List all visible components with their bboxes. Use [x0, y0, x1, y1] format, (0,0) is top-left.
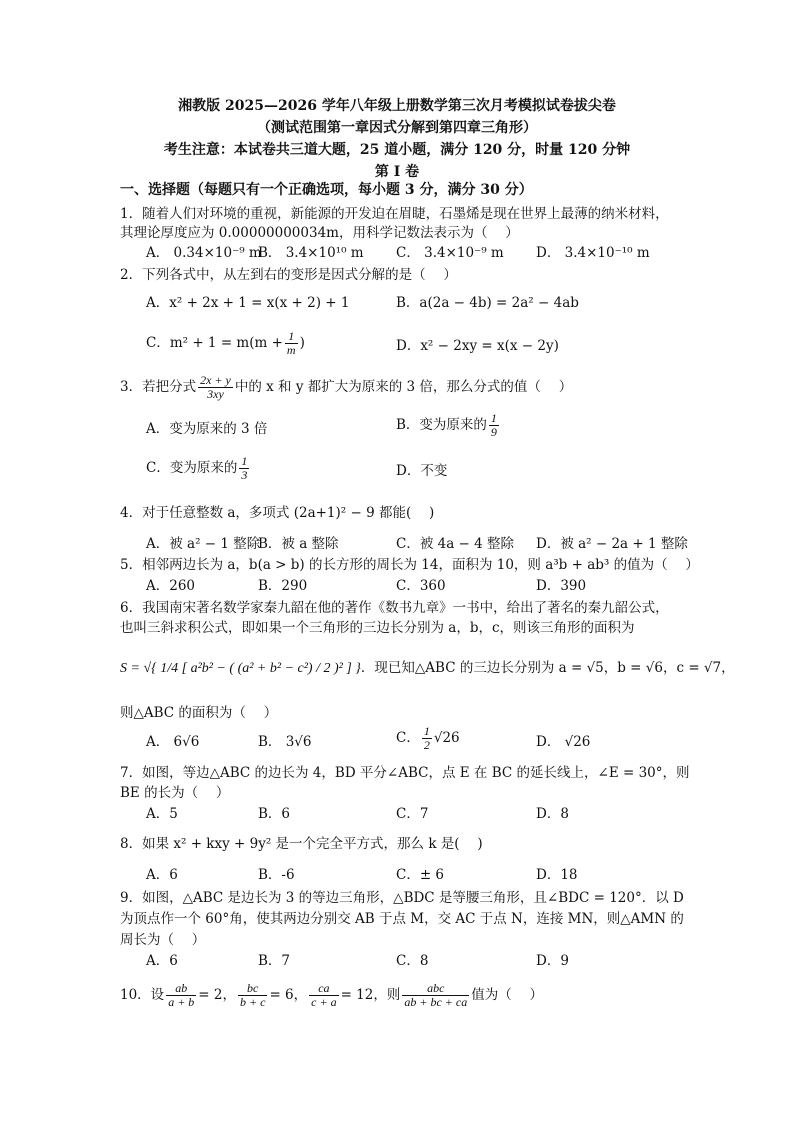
q2-option-d: D．x² − 2xy = x(x − 2y) — [396, 338, 559, 354]
q10-fraction-3 — [309, 982, 338, 1009]
q3-option-b-num: 1 — [490, 411, 497, 425]
q10-pre: 10．设 — [120, 987, 165, 1003]
q7-option-c: C．7 — [396, 806, 429, 822]
q9-option-d: D．9 — [536, 953, 569, 969]
q2-option-b: B．a(2a − 4b) = 2a² − 4ab — [396, 295, 579, 311]
q6-option-d: D． √26 — [536, 734, 591, 750]
q5-option-a: A．260 — [146, 578, 196, 594]
q10-eq3: = 12，则 — [340, 987, 401, 1003]
volume-label: 第 I 卷 — [374, 164, 420, 180]
q2-option-c — [146, 330, 305, 357]
q10-stem — [120, 982, 543, 1009]
q6-option-c-post: √26 — [433, 730, 460, 746]
q2-option-c-fraction — [285, 330, 298, 357]
q3-pre: 3．若把分式 — [120, 379, 197, 395]
q2-option-c-num: 1 — [285, 330, 298, 344]
q3-option-b — [396, 412, 501, 439]
q9-line3: 周长为（ ） — [120, 932, 206, 948]
q5-option-d: D．390 — [536, 578, 587, 594]
q10-fraction-3-num: ca — [309, 982, 338, 996]
q10-post: 值为（ ） — [471, 987, 544, 1003]
q8-stem: 8．如果 x² + kxy + 9y² 是一个完全平方式，那么 k 是( ) — [120, 836, 483, 852]
q7-option-b: B．6 — [258, 806, 291, 822]
q10-fraction-1-num: ab — [166, 982, 196, 996]
q8-option-b: B．-6 — [258, 867, 295, 883]
q5-option-b: B．290 — [258, 578, 308, 594]
q1-line1: 1．随着人们对环境的重视，新能源的开发迫在眉睫，石墨烯是现在世界上最薄的纳米材料， — [120, 206, 669, 222]
q8-option-a: A．6 — [146, 867, 178, 883]
q10-eq2: = 6， — [269, 987, 308, 1003]
q6-line1: 6．我国南宋著名数学家秦九韶在他的著作《数书九章》一书中，给出了著名的秦九韶公式， — [120, 600, 669, 616]
q10-fraction-2 — [238, 982, 267, 1009]
q3-option-b-den: 9 — [490, 425, 497, 439]
q9-option-a: A．6 — [146, 953, 178, 969]
q10-eq1: = 2， — [198, 987, 236, 1003]
q3-post: 中的 x 和 y 都扩大为原来的 3 倍，那么分式的值（ ） — [234, 379, 573, 395]
exam-subtitle: （测试范围第一章因式分解到第四章三角形） — [257, 120, 537, 136]
q2-option-a: A．x² + 2x + 1 = x(x + 2) + 1 — [146, 295, 350, 311]
q6-option-a: A． 6√6 — [146, 734, 200, 750]
q7-line2: BE 的长为（ ） — [120, 785, 230, 801]
q3-option-a: A．变为原来的 3 倍 — [146, 421, 268, 437]
section-heading: 一、选择题（每题只有一个正确选项，每小题 3 分，满分 30 分） — [120, 182, 533, 198]
q1-option-c: C． 3.4×10⁻⁹ m — [396, 245, 504, 261]
q1-line2: 其理论厚度应为 0.00000000034m，用科学记数法表示为（ ） — [120, 225, 519, 241]
q7-option-d: D．8 — [536, 806, 569, 822]
q6-line4: 则△ABC 的面积为（ ） — [120, 705, 278, 721]
q1-option-b: B． 3.4×10¹⁰ m — [258, 245, 364, 261]
q3-den: 3xy — [207, 387, 224, 401]
q10-fraction-1-den: a + b — [168, 995, 195, 1009]
q10-fraction-1 — [166, 982, 196, 1009]
q2-option-c-den: m — [286, 343, 296, 357]
q10-fraction-4-num: abc — [402, 982, 469, 996]
q2-stem: 2．下列各式中，从左到右的变形是因式分解的是（ ） — [120, 267, 457, 283]
q6-option-c-num: 1 — [423, 724, 430, 738]
q3-num: 2x + y — [200, 373, 231, 387]
q6-formula: S = √{ 1/4 [ a²b² − ( (a² + b² − c²) / 2 )² ] } — [120, 661, 361, 676]
q2-option-c-pre: C．m² + 1 = m(m + — [146, 335, 283, 351]
q4-option-d: D．被 a² − 2a + 1 整除 — [536, 536, 688, 552]
q6-line2: 也叫三斜求积公式，即如果一个三角形的三边长分别为 a，b，c，则该三角形的面积为 — [120, 620, 635, 636]
q2-option-c-post: ) — [299, 335, 305, 351]
q5-stem: 5．相邻两边长为 a，b(a > b) 的长方形的周长为 14，面积为 10，则 a³b + ab³ 的值为（ ） — [120, 557, 699, 573]
q8-option-d: D．18 — [536, 867, 578, 883]
q3-stem — [120, 374, 572, 401]
q3-option-b-pre: B．变为原来的 — [396, 417, 487, 433]
q3-option-c-fraction — [239, 455, 249, 482]
q6-option-c-den: 2 — [423, 738, 430, 752]
q3-fraction — [198, 374, 233, 401]
q4-option-b: B．被 a 整除 — [258, 536, 339, 552]
q3-option-d: D．不变 — [396, 463, 448, 479]
q3-option-c-pre: C．变为原来的 — [146, 460, 238, 476]
q3-option-b-fraction — [489, 412, 499, 439]
q8-option-c: C．± 6 — [396, 867, 445, 883]
q6-formula-row — [120, 659, 735, 678]
exam-title: 湘教版 2025—2026 学年八年级上册数学第三次月考模拟试卷拔尖卷 — [178, 98, 616, 114]
q1-option-a: A． 0.34×10⁻⁹ m — [146, 245, 262, 261]
q3-option-c-num: 1 — [241, 454, 248, 468]
q5-option-c: C．360 — [396, 578, 446, 594]
q9-option-b: B．7 — [258, 953, 291, 969]
q4-stem: 4．对于任意整数 a，多项式 (2a+1)² − 9 都能( ) — [120, 505, 435, 521]
q10-fraction-3-den: c + a — [311, 995, 337, 1009]
q4-option-c: C．被 4a − 4 整除 — [396, 536, 515, 552]
q7-option-a: A．5 — [146, 806, 178, 822]
q6-option-c — [396, 725, 460, 752]
q9-option-c: C．8 — [396, 953, 429, 969]
q3-option-c-den: 3 — [241, 468, 248, 482]
q10-fraction-2-num: bc — [238, 982, 267, 996]
q6-option-c-pre: C． — [396, 730, 420, 746]
q9-line2: 为顶点作一个 60°角，使其两边分别交 AB 于点 M，交 AC 于点 N，连接 MN，则△AMN 的 — [120, 911, 684, 927]
q3-option-c — [146, 455, 251, 482]
q6-option-c-fraction — [422, 725, 432, 752]
q10-fraction-2-den: b + c — [240, 995, 266, 1009]
q1-option-d: D． 3.4×10⁻¹⁰ m — [536, 245, 650, 261]
q6-formula-after: ．现已知△ABC 的三边长分别为 a = √5，b = √6，c = √7， — [360, 660, 735, 676]
q7-line1: 7．如图，等边△ABC 的边长为 4，BD 平分∠ABC，点 E 在 BC 的延长线上，∠E = 30°，则 — [120, 765, 690, 781]
exam-notice: 考生注意：本试卷共三道大题，25 道小题，满分 120 分，时量 120 分钟 — [163, 142, 631, 158]
q6-option-b: B． 3√6 — [258, 734, 312, 750]
q4-option-a: A．被 a² − 1 整除 — [146, 536, 261, 552]
q10-fraction-4-den: ab + bc + ca — [404, 995, 468, 1009]
q9-line1: 9．如图，△ABC 是边长为 3 的等边三角形，△BDC 是等腰三角形，且∠BDC = 120°．以 D — [120, 890, 684, 906]
q10-fraction-4 — [402, 982, 469, 1009]
